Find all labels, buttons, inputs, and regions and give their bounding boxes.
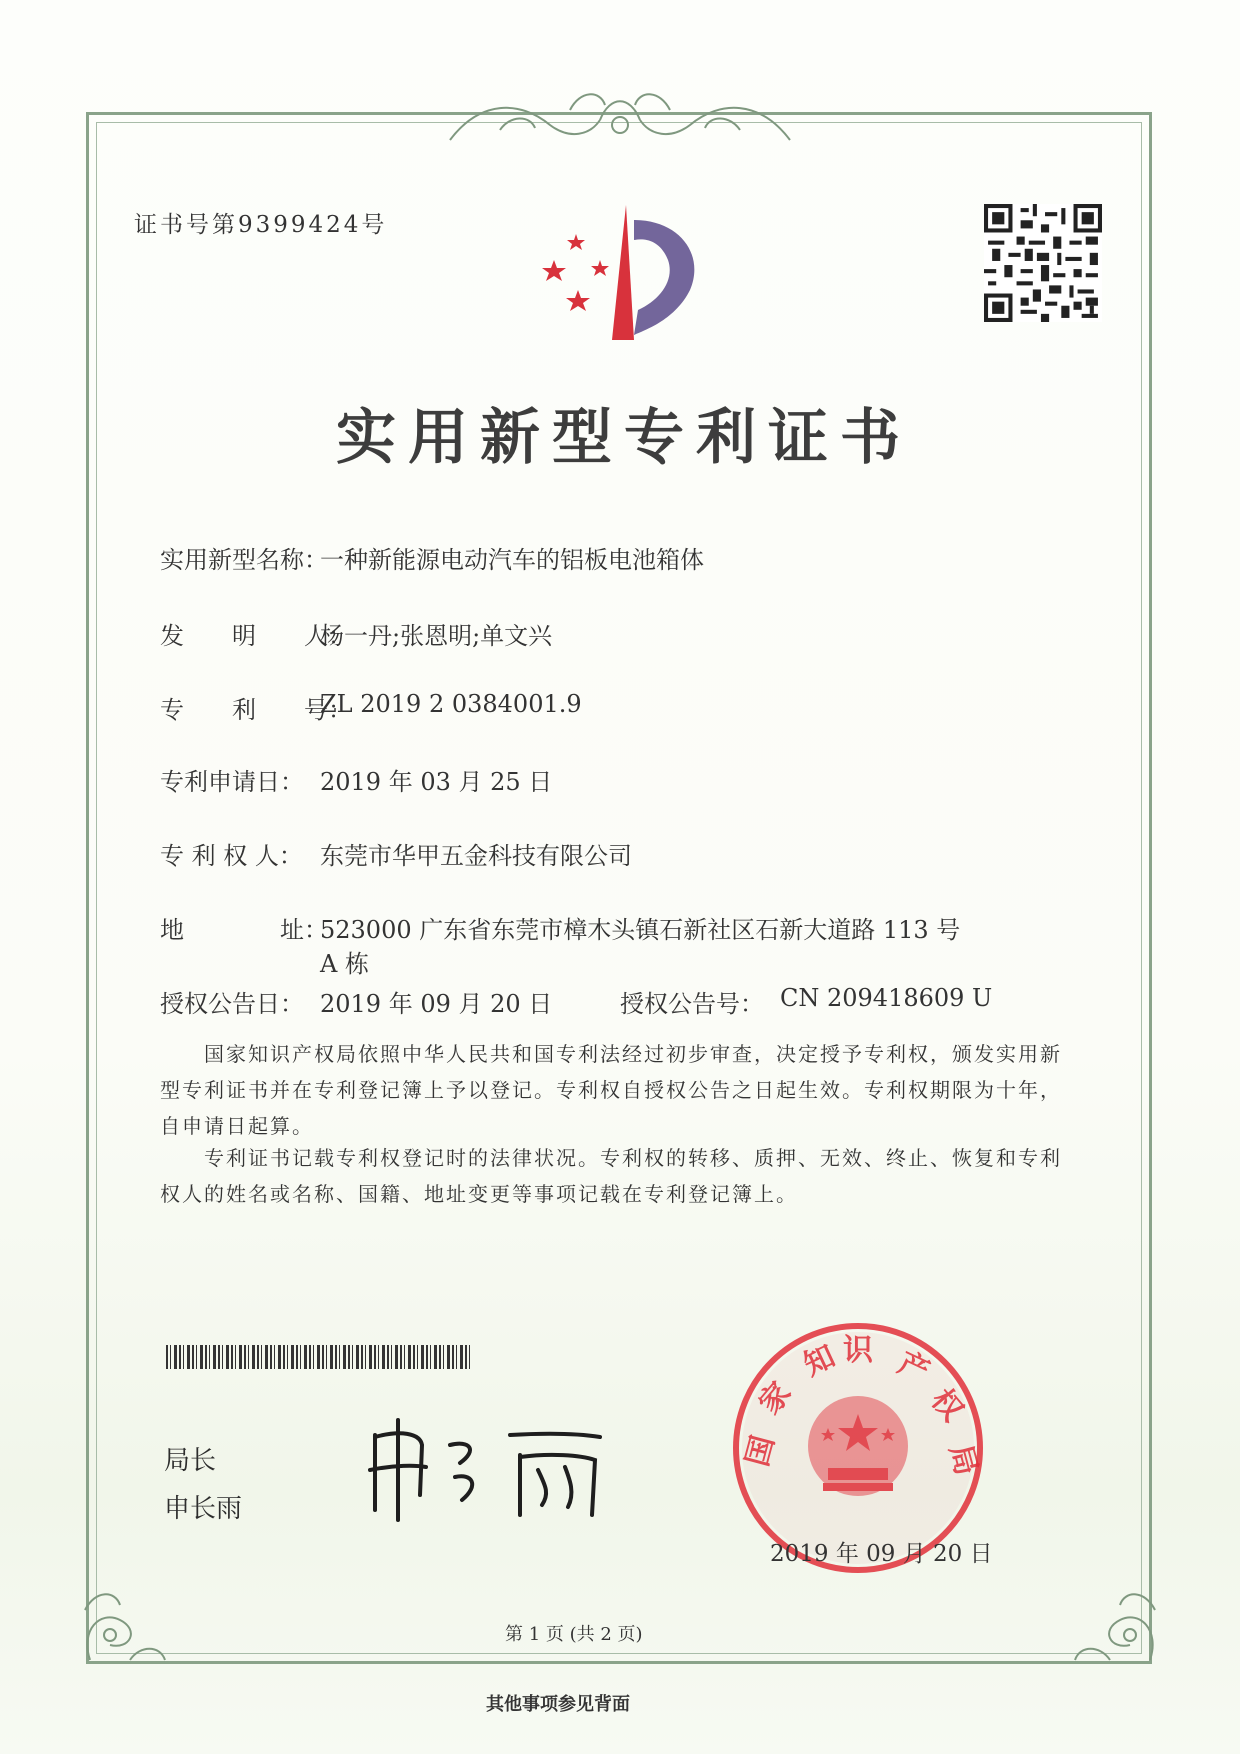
inventor-value: 杨一丹;张恩明;单文兴 bbox=[320, 622, 553, 650]
qr-code-icon bbox=[984, 204, 1102, 322]
filing-date-label: 专利申请日： bbox=[160, 768, 304, 796]
svg-text:局: 局 bbox=[942, 1441, 984, 1480]
corner-ornament-icon bbox=[70, 1550, 190, 1670]
patent-number-value: ZL 2019 2 0384001.9 bbox=[320, 690, 582, 718]
svg-text:国: 国 bbox=[739, 1432, 782, 1471]
certificate-number: 证书号第9399424号 bbox=[134, 212, 388, 238]
address-label: 地 址： bbox=[160, 916, 328, 944]
body-paragraph-2: 专利证书记载专利权登记时的法律状况。专利权的转移、质押、无效、终止、恢复和专利权人的姓名或名称、国籍、地址变更等事项记载在专利登记簿上。 bbox=[160, 1146, 1062, 1206]
patent-holder-label: 专 利 权 人： bbox=[160, 842, 303, 870]
patent-holder-value: 东莞市华甲五金科技有限公司 bbox=[320, 842, 632, 870]
svg-text:产: 产 bbox=[892, 1345, 935, 1390]
svg-text:识: 识 bbox=[843, 1333, 873, 1368]
page-title: 实用新型专利证书 bbox=[336, 403, 912, 473]
inventor-label: 发 明 人： bbox=[160, 622, 352, 650]
handwritten-signature-icon bbox=[360, 1415, 630, 1525]
top-ornament-icon bbox=[440, 80, 800, 150]
svg-text:家: 家 bbox=[752, 1375, 799, 1422]
svg-text:知: 知 bbox=[798, 1338, 841, 1384]
director-title: 局长 bbox=[164, 1446, 217, 1476]
barcode bbox=[166, 1345, 473, 1369]
corner-ornament-icon bbox=[1050, 1550, 1170, 1670]
page-indicator: 第 1 页 (共 2 页) bbox=[505, 1624, 643, 1645]
grant-number-label: 授权公告号： bbox=[620, 990, 764, 1018]
utility-model-name-value: 一种新能源电动汽车的铝板电池箱体 bbox=[320, 546, 704, 574]
back-note: 其他事项参见背面 bbox=[486, 1694, 630, 1715]
body-paragraph-1: 国家知识产权局依照中华人民共和国专利法经过初步审查，决定授予专利权，颁发实用新型专利证书并在专利登记簿上予以登记。专利权自授权公告之日起生效。专利权期限为十年，自申请日起算。 bbox=[160, 1042, 1062, 1138]
patent-office-logo-icon bbox=[530, 200, 710, 350]
patent-number-label: 专 利 号： bbox=[160, 696, 352, 724]
address-value-line2: A 栋 bbox=[320, 950, 369, 978]
svg-text:权: 权 bbox=[923, 1382, 970, 1429]
utility-model-name-label: 实用新型名称： bbox=[160, 546, 328, 574]
filing-date-value: 2019 年 03 月 25 日 bbox=[320, 768, 553, 796]
grant-date-label: 授权公告日： bbox=[160, 990, 304, 1018]
director-name: 申长雨 bbox=[164, 1494, 243, 1524]
grant-number-value: CN 209418609 U bbox=[780, 984, 993, 1012]
seal-date: 2019 年 09 月 20 日 bbox=[770, 1541, 993, 1567]
grant-date-value: 2019 年 09 月 20 日 bbox=[320, 990, 553, 1018]
address-value-line1: 523000 广东省东莞市樟木头镇石新社区石新大道路 113 号 bbox=[320, 916, 961, 944]
